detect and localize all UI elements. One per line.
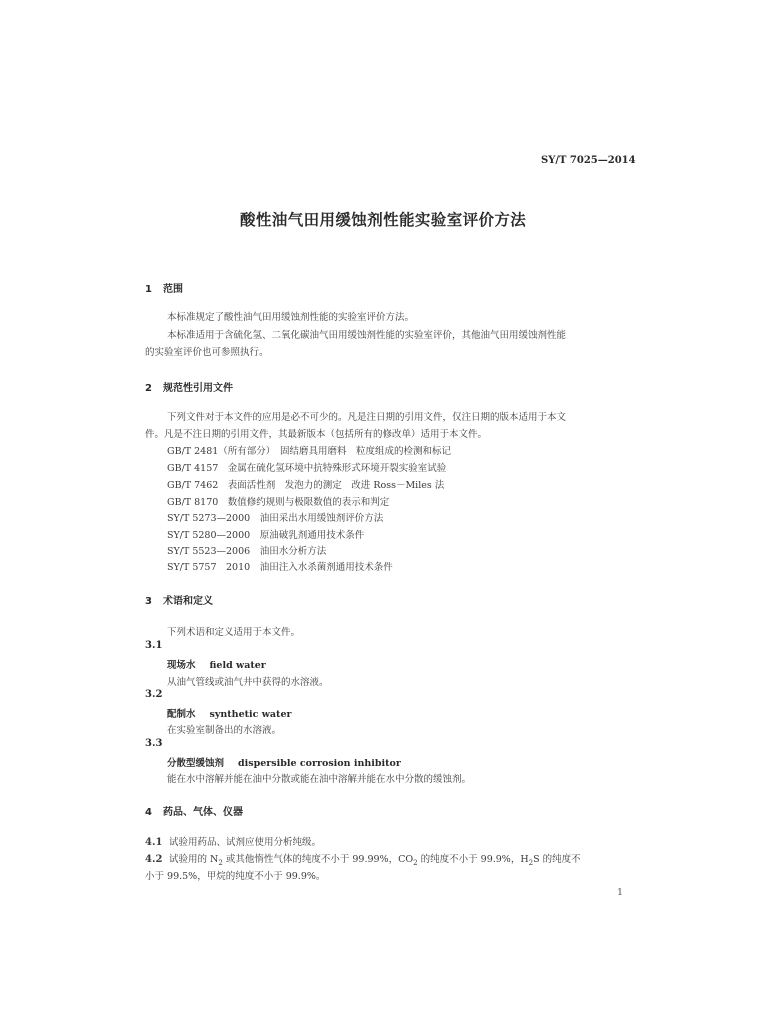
reference-item: GB/T 4157 金属在硫化氢环境中抗特殊形式环境开裂实验室试验 <box>167 463 447 474</box>
term-zh: 现场水 <box>167 660 196 671</box>
clause-4-1 <box>145 834 321 848</box>
section-number: 2 <box>145 383 152 394</box>
term-en: field water <box>209 660 266 671</box>
paragraph: 下列文件对于本文件的应用是必不可少的。凡是注日期的引用文件，仅注日期的版本适用于本文 <box>167 412 567 423</box>
section-4-heading <box>145 803 243 818</box>
clause-number: 3.3 <box>145 738 163 749</box>
page-number: 1 <box>617 887 624 898</box>
clause-number: 4.1 <box>145 837 163 848</box>
reference-item: GB/T 8170 数值修约规则与极限数值的表示和判定 <box>167 497 390 508</box>
subscript: 2 <box>218 858 223 867</box>
reference-item: SY/T 5280—2000 原油破乳剂通用技术条件 <box>167 530 365 541</box>
term-entry <box>167 706 292 720</box>
section-title: 药品、气体、仪器 <box>163 807 243 818</box>
clause-text: 的纯度不小于 99.9%，H <box>417 854 529 865</box>
subscript: 2 <box>528 858 534 867</box>
section-2-heading <box>145 379 233 394</box>
section-number: 3 <box>145 596 152 607</box>
clause-text: 或其他惰性气体的纯度不小于 99.99%，CO <box>222 854 414 865</box>
reference-item: SY/T 5757 2010 油田注入水杀菌剂通用技术条件 <box>167 562 393 573</box>
subscript: 2 <box>413 858 418 867</box>
paragraph: 件。凡是不注日期的引用文件，其最新版本（包括所有的修改单）适用于本文件。 <box>145 429 488 440</box>
term-definition: 能在水中溶解并能在油中分散或能在油中溶解并能在水中分散的缓蚀剂。 <box>167 774 472 785</box>
section-3-heading <box>145 592 213 607</box>
clause-text: S 的纯度不 <box>533 854 581 865</box>
term-en: dispersible corrosion inhibitor <box>238 758 401 769</box>
clause-4-2 <box>145 851 581 867</box>
clause-number: 4.2 <box>145 854 163 865</box>
section-title: 规范性引用文件 <box>163 383 233 394</box>
term-definition: 从油气管线或油气井中获得的水溶液。 <box>167 677 329 688</box>
clause-number: 3.2 <box>145 689 163 700</box>
paragraph: 本标准规定了酸性油气田用缓蚀剂性能的实验室评价方法。 <box>167 312 415 323</box>
paragraph: 本标准适用于含硫化氢、二氧化碳油气田用缓蚀剂性能的实验室评价，其他油气田用缓蚀剂性能 <box>167 330 567 341</box>
term-entry <box>167 755 401 769</box>
reference-item: GB/T 7462 表面活性剂 发泡力的测定 改进 Ross－Miles 法 <box>167 480 445 491</box>
clause-text: 试验用药品、试剂应使用分析纯级。 <box>169 837 322 848</box>
section-title: 术语和定义 <box>163 596 213 607</box>
term-zh: 配制水 <box>167 709 196 720</box>
term-en: synthetic water <box>209 709 292 720</box>
standard-number: SY/T 7025—2014 <box>541 155 636 166</box>
clause-text: 试验用的 N <box>169 854 219 865</box>
reference-item: SY/T 5523—2006 油田水分析方法 <box>167 546 327 557</box>
section-number: 1 <box>145 284 152 295</box>
reference-item: SY/T 5273—2000 油田采出水用缓蚀剂评价方法 <box>167 513 384 524</box>
section-title: 范围 <box>163 284 183 295</box>
paragraph: 小于 99.5%，甲烷的纯度不小于 99.9%。 <box>145 871 326 882</box>
term-zh: 分散型缓蚀剂 <box>167 758 225 769</box>
document-title: 酸性油气田用缓蚀剂性能实验室评价方法 <box>240 211 527 229</box>
term-entry <box>167 657 266 671</box>
paragraph: 下列术语和定义适用于本文件。 <box>167 627 301 638</box>
section-1-heading <box>145 280 183 295</box>
paragraph: 的实验室评价也可参照执行。 <box>145 347 269 358</box>
clause-number: 3.1 <box>145 640 163 651</box>
section-number: 4 <box>145 807 152 818</box>
reference-item: GB/T 2481（所有部分） 固结磨具用磨料 粒度组成的检测和标记 <box>167 446 452 457</box>
term-definition: 在实验室制备出的水溶液。 <box>167 725 282 736</box>
